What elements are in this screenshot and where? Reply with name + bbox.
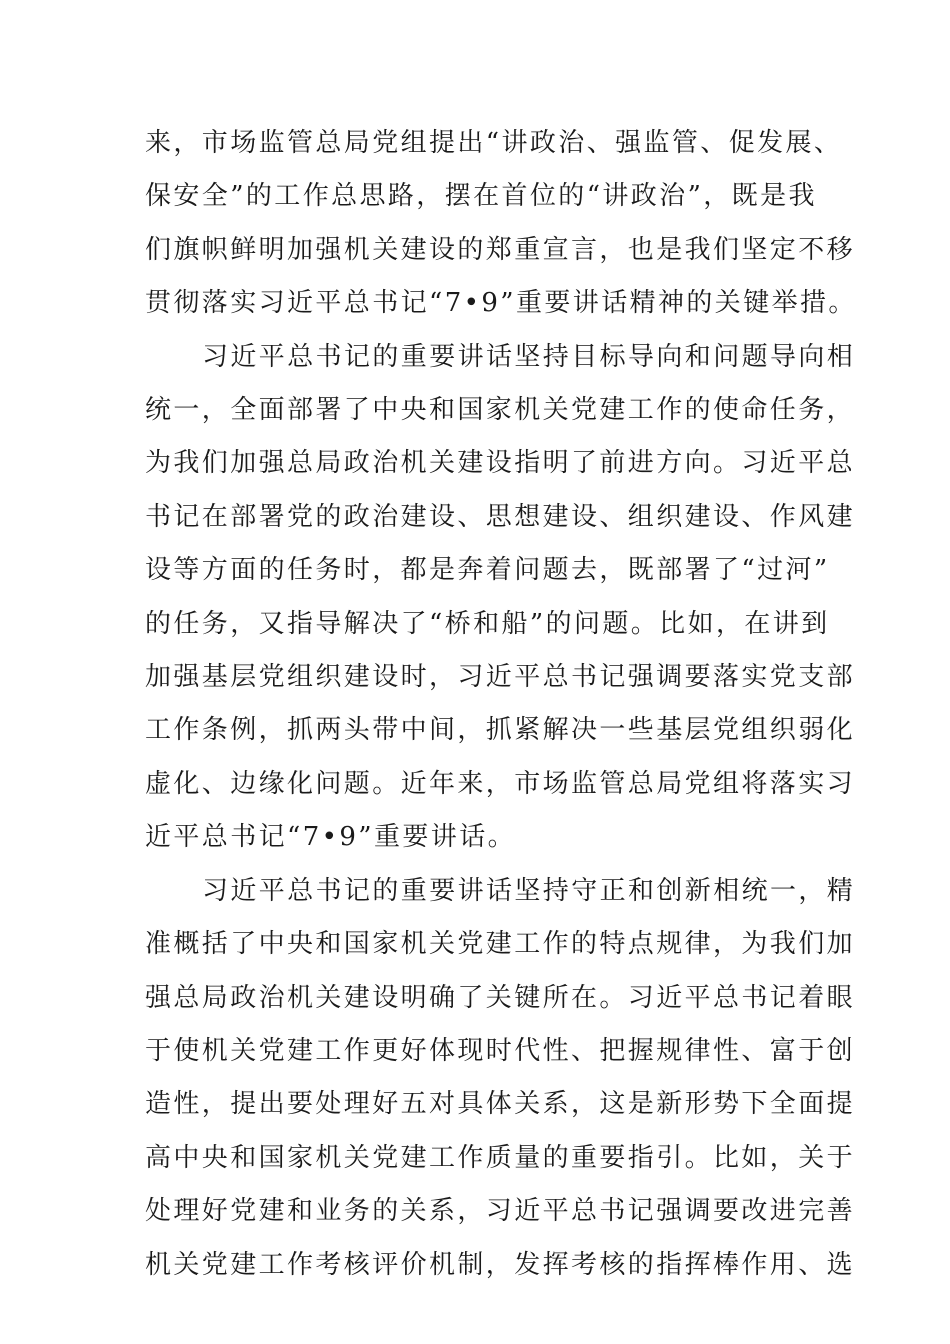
paragraph-1 (145, 117, 857, 331)
text-line: 统一，全面部署了中央和国家机关党建工作的使命任务， (145, 395, 856, 426)
text-line: 加强基层党组织建设时，习近平总书记强调要落实党支部 (145, 662, 856, 693)
paragraph-3 (145, 865, 856, 1292)
text-line: 们旗帜鲜明加强机关建设的郑重宣言，也是我们坚定不移 (145, 234, 856, 265)
text-line: 强总局政治机关建设明确了关键所在。习近平总书记着眼 (145, 982, 856, 1013)
text-line: 贯彻落实习近平总书记“7•9”重要讲话精神的关键举措。 (145, 288, 857, 319)
text-line: 近平总书记“7•9”重要讲话。 (145, 822, 517, 853)
text-line: 来，市场监管总局党组提出“讲政治、强监管、促发展、 (145, 128, 843, 158)
text-line: 习近平总书记的重要讲话坚持目标导向和问题导向相 (202, 341, 856, 372)
text-line: 工作条例，抓两头带中间，抓紧解决一些基层党组织弱化 (145, 715, 856, 746)
text-line: 习近平总书记的重要讲话坚持守正和创新相统一，精 (202, 875, 856, 906)
text-line: 书记在部署党的政治建设、思想建设、组织建设、作风建 (145, 501, 856, 532)
text-line: 的任务，又指导解决了“桥和船”的问题。比如，在讲到 (145, 608, 830, 639)
text-line: 高中央和国家机关党建工作质量的重要指引。比如，关于 (145, 1142, 856, 1173)
paragraph-2 (145, 331, 856, 865)
text-line: 造性，提出要处理好五对具体关系，这是新形势下全面提 (145, 1089, 856, 1120)
text-line: 准概括了中央和国家机关党建工作的特点规律，为我们加 (145, 929, 856, 960)
text-line: 为我们加强总局政治机关建设指明了前进方向。习近平总 (145, 448, 856, 479)
document-page (145, 117, 857, 1292)
text-line: 虚化、边缘化问题。近年来，市场监管总局党组将落实习 (145, 768, 856, 799)
text-line: 于使机关党建工作更好体现时代性、把握规律性、富于创 (145, 1035, 856, 1066)
text-line: 保安全”的工作总思路，摆在首位的“讲政治”，既是我 (145, 181, 817, 212)
text-line: 设等方面的任务时，都是奔着问题去，既部署了“过河” (145, 555, 830, 586)
text-line: 处理好党建和业务的关系，习近平总书记强调要改进完善 (145, 1196, 856, 1227)
text-line: 机关党建工作考核评价机制，发挥考核的指挥棒作用、选 (145, 1249, 856, 1280)
